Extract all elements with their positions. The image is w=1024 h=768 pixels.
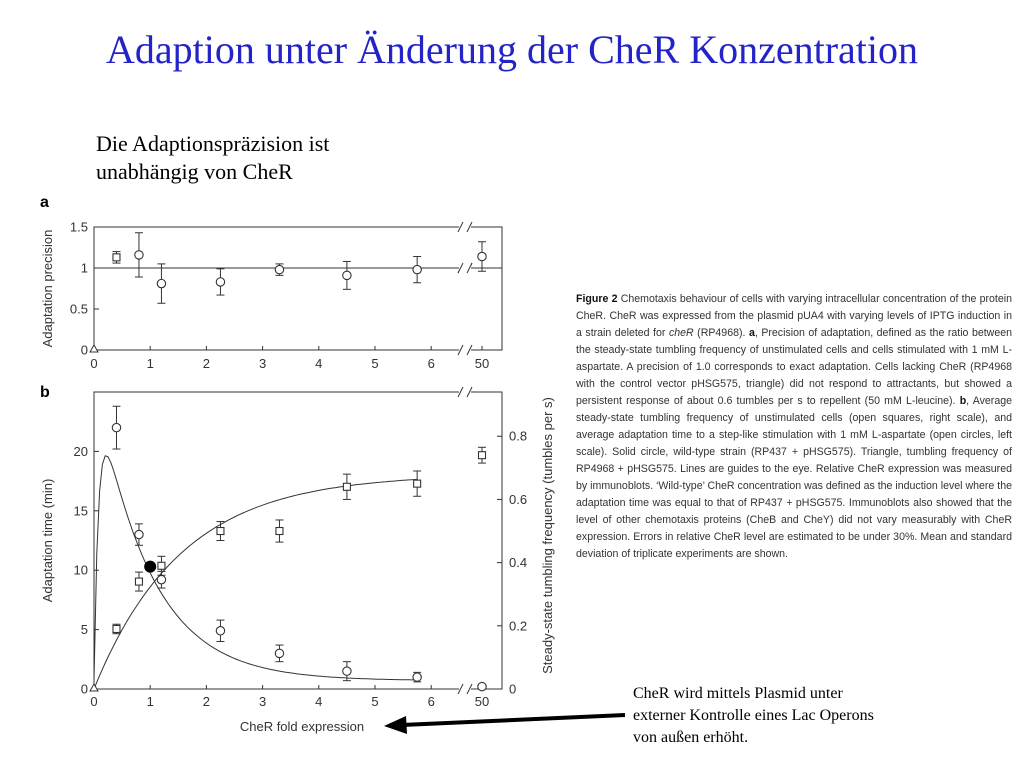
chart-b-point-square-6 bbox=[414, 480, 421, 487]
chart-b-ytick-label-0: 0 bbox=[80, 681, 88, 697]
chart-b-point-square-5 bbox=[343, 483, 350, 490]
chart-b-point-solid-circle-0 bbox=[144, 561, 156, 573]
chart-b-point-square-3 bbox=[217, 528, 224, 535]
chart-b-xlabel: CheR fold expression bbox=[239, 719, 365, 734]
chart-b-xtick-label-4: 4 bbox=[315, 694, 323, 709]
chart-b-point-circle-4 bbox=[275, 649, 283, 657]
subtitle-line-2: unabhängig von CheR bbox=[96, 159, 293, 184]
chart-b-xtick-label-5: 5 bbox=[371, 694, 379, 709]
chart-a-ytick-label-1: 0.5 bbox=[69, 301, 88, 317]
chart-a-ytick-label-3: 1.5 bbox=[69, 219, 88, 235]
subtitle-line-1: Die Adaptionspräzision ist bbox=[96, 131, 330, 156]
chart-a-ytick-label-2: 1 bbox=[80, 260, 88, 276]
caption-gene: cheR bbox=[668, 327, 694, 339]
chart-b-xtick-label-0: 0 bbox=[90, 694, 98, 709]
chart-b-ytick-right-label-4: 0.8 bbox=[509, 428, 528, 444]
caption-label: Figure 2 bbox=[576, 293, 618, 305]
chart-a-xtick-label-7: 50 bbox=[474, 356, 490, 371]
caption-part-b: b bbox=[959, 395, 967, 407]
chart-b-point-circle-0 bbox=[112, 423, 120, 431]
chart-b-ytick-right-label-3: 0.6 bbox=[509, 491, 528, 507]
slide-title: Adaption unter Änderung der CheR Konzentration bbox=[105, 27, 918, 72]
chart-b-ytick-right-label-0: 0 bbox=[509, 681, 517, 697]
note-line-3: von außen erhöht. bbox=[633, 729, 749, 746]
chart-b-point-circle-7 bbox=[478, 682, 486, 690]
chart-b-point-circle-5 bbox=[343, 667, 351, 675]
chart-b-point-circle-1 bbox=[135, 530, 143, 538]
chart-a-xtick-label-0: 0 bbox=[90, 356, 98, 371]
chart-a-xtick-label-6: 6 bbox=[427, 356, 435, 371]
panel-b-label: b bbox=[40, 384, 50, 401]
chart-a-xtick-label-4: 4 bbox=[315, 356, 323, 371]
chart-a-xtick-label-2: 2 bbox=[202, 356, 211, 371]
plasmid-note bbox=[633, 683, 963, 749]
chart-b-xtick-label-1: 1 bbox=[146, 694, 154, 709]
chart-b-point-square-4 bbox=[276, 528, 283, 535]
chart-b-ytick-right-label-1: 0.2 bbox=[509, 618, 528, 634]
chart-b-point-square-0 bbox=[113, 625, 120, 632]
arrow-shaft bbox=[402, 715, 625, 725]
chart-a-xtick-label-3: 3 bbox=[258, 356, 267, 371]
note-line-1: CheR wird mittels Plasmid unter bbox=[633, 685, 843, 702]
chart-b-ytick-right-label-2: 0.4 bbox=[509, 555, 528, 571]
chart-a-xtick-label-5: 5 bbox=[371, 356, 379, 371]
chart-b-point-triangle-0 bbox=[90, 684, 98, 691]
chart-b-point-circle-2 bbox=[157, 576, 165, 584]
chart-a-ytick-label-0: 0 bbox=[80, 342, 88, 358]
chart-b-point-square-7 bbox=[479, 452, 486, 459]
figure-caption bbox=[576, 291, 1012, 563]
chart-b-xtick-label-6: 6 bbox=[427, 694, 435, 709]
chart-b-point-circle-3 bbox=[216, 627, 224, 635]
chart-b-ylabel: Adaptation time (min) bbox=[40, 478, 55, 603]
chart-a-xtick-label-1: 1 bbox=[146, 356, 154, 371]
caption-text-3: , Precision of adaptation, defined as the ratio between the steady-state tumbling frequency of unstimulated cells and cells stimulated with 1 mM L-aspartate. A precision of 1.0 corresponds to exact adaptation. Cells lacking CheR (RP4968 with the control vector pHSG575, triangle) did not respond to attractants, but showed a persistent response of about 0.6 tumbles per s to repellent (50 mM L-leucine). bbox=[576, 327, 1012, 407]
caption-text-2: (RP4968). bbox=[693, 327, 749, 339]
chart-b-xtick-label-7: 50 bbox=[474, 694, 490, 709]
chart-b-point-square-1 bbox=[135, 578, 142, 585]
note-line-2: externer Kontrolle eines Lac Operons bbox=[633, 707, 874, 724]
chart-b-adaptation-time-curve bbox=[94, 456, 417, 681]
chart-b-xtick-label-3: 3 bbox=[258, 694, 267, 709]
chart-b-ytick-label-1: 5 bbox=[80, 622, 88, 638]
chart-b-ylabel-right: Steady-state tumbling frequency (tumbles per s) bbox=[540, 397, 555, 674]
caption-text-4: , Average steady-state tumbling frequency of unstimulated cells (open squares, right scale), and average adaptation time to a step-like stimulation with 1 mM L-aspartate (open circles, left scale). Solid circle, wild-type strain (RP437 + pHSG575). Triangle, tumbling frequency of RP4968 + pHSG575. Lines are guides to the eye. Relative CheR expression was measured by immunoblots. ‘Wild-type’ CheR concentration was defined as the induction level where the adaptation time was equal to that of RP437 + pHSG575. Immunoblots also showed that the level of other chemotaxis proteins (CheB and CheY) did not vary measurably with CheR expression. Errors in relative CheR level are estimated to be under 30%. Mean and standard deviation of triplicate experiments are shown. bbox=[576, 395, 1012, 560]
chart-b-ytick-label-3: 15 bbox=[73, 503, 88, 519]
caption-part-a: a bbox=[748, 327, 755, 339]
panel-a-label: a bbox=[40, 194, 49, 211]
caption-text-1: Chemotaxis behaviour of cells with varying intracellular concentration of the protein CheR. CheR was expressed from the plasmid pUA4 with varying levels of IPTG induction in a strain deleted for bbox=[576, 293, 1012, 339]
chart-b-ytick-label-2: 10 bbox=[73, 562, 88, 578]
arrow-annotation bbox=[380, 705, 630, 745]
chart-a-ylabel: Adaptation precision bbox=[40, 229, 55, 348]
chart-b-point-circle-6 bbox=[413, 673, 421, 681]
arrow-head-icon bbox=[384, 716, 407, 734]
chart-b-xtick-label-2: 2 bbox=[202, 694, 211, 709]
chart-b-point-square-2 bbox=[158, 562, 165, 569]
chart-b-frame bbox=[94, 392, 502, 689]
chart-b-ytick-label-4: 20 bbox=[73, 443, 88, 459]
